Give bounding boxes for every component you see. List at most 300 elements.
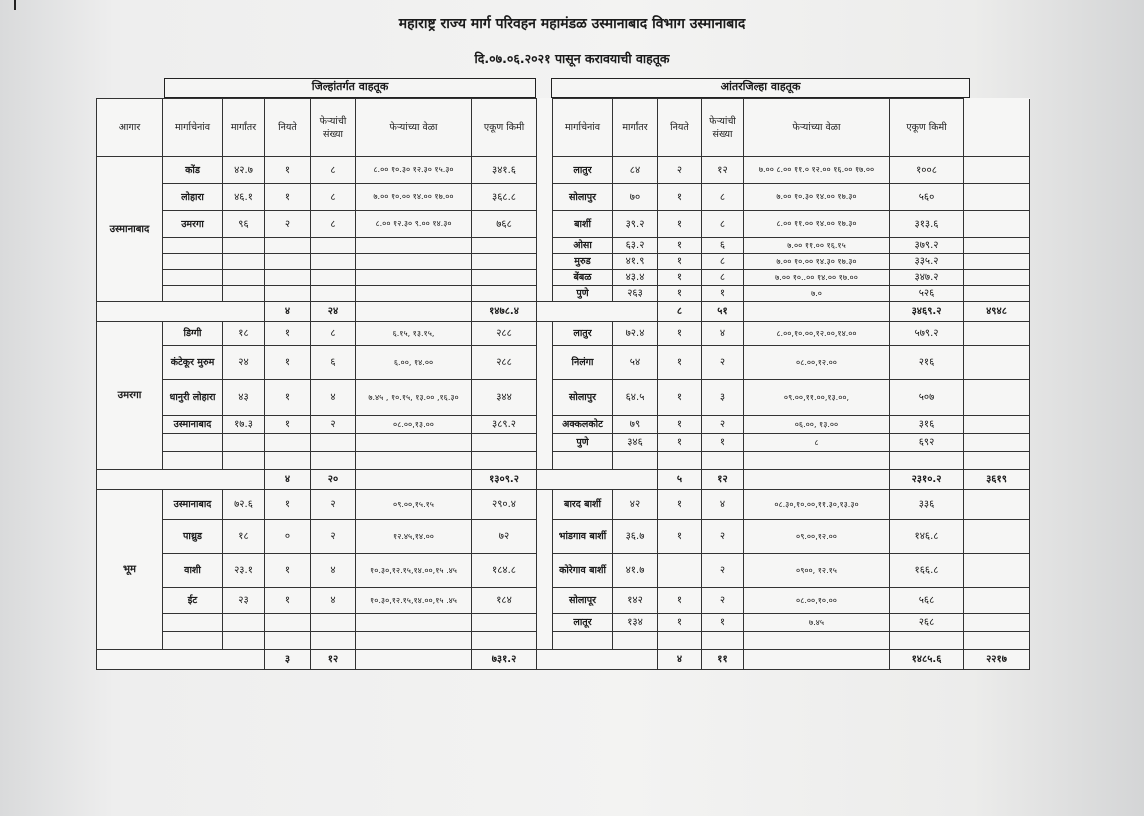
- inter-distance-cell: ४२: [613, 490, 658, 520]
- intra-route-cell: कोंड: [163, 157, 223, 184]
- intra-distance-cell: २४: [223, 346, 265, 380]
- total-blank-cell: [356, 302, 472, 322]
- inter-niyate-cell: [658, 452, 702, 470]
- total-blank-cell: [744, 650, 890, 670]
- intra-trips-cell: [311, 632, 356, 650]
- intra-trips-cell: ४: [311, 380, 356, 416]
- grand-blank-cell: [964, 184, 1030, 211]
- inter-timings-cell: ०९.००,१२.००: [744, 520, 890, 554]
- inter-route-cell: बार्शी: [553, 211, 613, 238]
- inter-distance-cell: ३४६: [613, 434, 658, 452]
- inter-niyate-cell: १: [658, 416, 702, 434]
- inter-niyate-cell: १: [658, 434, 702, 452]
- inter-timings-cell: ७.४५: [744, 614, 890, 632]
- intra-route-cell: ईट: [163, 588, 223, 614]
- intra-total-km-cell: [472, 614, 537, 632]
- inter-trips-cell: २: [702, 520, 744, 554]
- grand-blank-cell: [964, 254, 1030, 270]
- intra-route-cell: [163, 452, 223, 470]
- inter-distance-cell: २६३: [613, 286, 658, 302]
- gap-cell: [537, 211, 553, 238]
- inter-distance-cell: ६३.२: [613, 238, 658, 254]
- intra-niyate-cell: १: [265, 490, 311, 520]
- table-row: [97, 322, 1030, 346]
- intra-distance-cell: ४२.७: [223, 157, 265, 184]
- inter-total-km-cell: [890, 452, 964, 470]
- col-distance: मार्गांतर: [223, 99, 265, 157]
- intra-niyate-cell: १: [265, 416, 311, 434]
- inter-distance-cell: ३६.७: [613, 520, 658, 554]
- inter-trips-cell: ८: [702, 184, 744, 211]
- intra-total-km-cell: ३४४: [472, 380, 537, 416]
- col-grand: [964, 99, 1030, 157]
- grand-blank-cell: [964, 157, 1030, 184]
- col-trips: फेऱ्यांची संख्या: [311, 99, 356, 157]
- inter-total-km-cell: ३७९.२: [890, 238, 964, 254]
- inter-route-cell: सोलापूर: [553, 588, 613, 614]
- intra-route-cell: [163, 614, 223, 632]
- column-header-row: [97, 99, 1030, 157]
- total-blank-cell: [744, 302, 890, 322]
- inter-km-total: १४८५.६: [890, 650, 964, 670]
- inter-timings-cell: ०८.३०,१०.००,११.३०,१३.३०: [744, 490, 890, 520]
- inter-timings-cell: ७.०० ११.०० १६.१५: [744, 238, 890, 254]
- inter-timings-cell: ८.००,१०.००,१२.००,१४.००: [744, 322, 890, 346]
- col-gap: [537, 99, 553, 157]
- inter-route-cell: पुणे: [553, 286, 613, 302]
- inter-trips-cell: ३: [702, 380, 744, 416]
- intra-distance-cell: ४६.१: [223, 184, 265, 211]
- inter-route-cell: ओसा: [553, 238, 613, 254]
- inter-trips-cell: [702, 452, 744, 470]
- inter-trips-cell: ६: [702, 238, 744, 254]
- intra-km-total: १४७८.४: [472, 302, 537, 322]
- intra-trips-cell: [311, 452, 356, 470]
- intra-total-km-cell: [472, 286, 537, 302]
- grand-blank-cell: [964, 614, 1030, 632]
- inter-trips-cell: २: [702, 346, 744, 380]
- gap-cell: [537, 520, 553, 554]
- table-row: [97, 588, 1030, 614]
- table-row: [97, 614, 1030, 632]
- intra-distance-cell: १७.३: [223, 416, 265, 434]
- intra-timings-cell: ७.४५ , १०.१५, १३.०० ,१६.३०: [356, 380, 472, 416]
- inter-total-km-cell: १४६.८: [890, 520, 964, 554]
- col-distance-inter: मार्गांतर: [613, 99, 658, 157]
- inter-niyate-total: ५: [658, 470, 702, 490]
- intra-trips-cell: [311, 434, 356, 452]
- intra-distance-cell: [223, 238, 265, 254]
- gap-cell: [537, 588, 553, 614]
- intra-total-km-cell: [472, 452, 537, 470]
- grand-blank-cell: [964, 632, 1030, 650]
- intra-trips-cell: २: [311, 490, 356, 520]
- inter-distance-cell: ६४.५: [613, 380, 658, 416]
- inter-niyate-cell: [658, 632, 702, 650]
- intra-distance-cell: [223, 270, 265, 286]
- scan-edge-mark: [14, 0, 16, 10]
- grand-blank-cell: [964, 490, 1030, 520]
- intra-niyate-cell: [265, 238, 311, 254]
- intra-niyate-cell: [265, 434, 311, 452]
- inter-total-km-cell: ५२६: [890, 286, 964, 302]
- inter-niyate-cell: [658, 554, 702, 588]
- table-row: [97, 452, 1030, 470]
- intra-route-cell: [163, 434, 223, 452]
- inter-timings-cell: ०९००, १२.१५: [744, 554, 890, 588]
- depot-name: भूम: [97, 490, 163, 650]
- inter-district-header: आंतरजिल्हा वाहतूक: [551, 78, 970, 98]
- intra-route-cell: [163, 270, 223, 286]
- inter-distance-cell: ४१.७: [613, 554, 658, 588]
- inter-niyate-total: ४: [658, 650, 702, 670]
- document-subtitle: दि.०७.०६.२०२१ पासून करावयाची वाहतूक: [474, 51, 670, 66]
- total-blank-cell: [537, 650, 658, 670]
- grand-blank-cell: [964, 286, 1030, 302]
- col-timings: फेऱ्यांच्या वेळा: [356, 99, 472, 157]
- table-row: [97, 238, 1030, 254]
- col-total-km: एकूण किमी: [472, 99, 537, 157]
- grand-blank-cell: [964, 588, 1030, 614]
- inter-trips-cell: १: [702, 434, 744, 452]
- intra-timings-cell: ६.१५, १३.१५,: [356, 322, 472, 346]
- inter-total-km-cell: ३१६: [890, 416, 964, 434]
- intra-total-km-cell: [472, 254, 537, 270]
- intra-distance-cell: [223, 254, 265, 270]
- intra-niyate-cell: [265, 452, 311, 470]
- col-agar: आगार: [97, 99, 163, 157]
- gap-cell: [537, 238, 553, 254]
- intra-niyate-cell: [265, 614, 311, 632]
- inter-niyate-cell: १: [658, 490, 702, 520]
- inter-trips-cell: ८: [702, 254, 744, 270]
- inter-route-cell: भांडगाव बार्शी: [553, 520, 613, 554]
- intra-trips-total: २०: [311, 470, 356, 490]
- intra-niyate-cell: [265, 254, 311, 270]
- table-row: [97, 157, 1030, 184]
- inter-total-km-cell: २१६: [890, 346, 964, 380]
- intra-distance-cell: [223, 614, 265, 632]
- inter-route-cell: लातुर: [553, 157, 613, 184]
- inter-timings-cell: ७.०० ८.०० ११.० १२.०० १६.०० १७.००: [744, 157, 890, 184]
- intra-niyate-cell: [265, 270, 311, 286]
- intra-total-km-cell: १८४: [472, 588, 537, 614]
- inter-distance-cell: ४१.९: [613, 254, 658, 270]
- gap-cell: [537, 380, 553, 416]
- inter-route-cell: अक्कलकोट: [553, 416, 613, 434]
- inter-niyate-cell: १: [658, 322, 702, 346]
- inter-niyate-total: ८: [658, 302, 702, 322]
- inter-timings-cell: ०६.००, १३.००: [744, 416, 890, 434]
- inter-trips-total: ११: [702, 650, 744, 670]
- inter-trips-cell: १: [702, 286, 744, 302]
- total-blank-cell: [97, 650, 265, 670]
- gap-cell: [537, 452, 553, 470]
- table-row: [97, 346, 1030, 380]
- inter-timings-cell: ०९.००,११.००,१३.००,: [744, 380, 890, 416]
- grand-blank-cell: [964, 211, 1030, 238]
- intra-niyate-total: ३: [265, 650, 311, 670]
- intra-km-total: ७३१.२: [472, 650, 537, 670]
- inter-trips-cell: २: [702, 588, 744, 614]
- inter-trips-cell: २: [702, 554, 744, 588]
- inter-timings-cell: ७.०० १०..०० १४.०० १७.००: [744, 270, 890, 286]
- intra-niyate-cell: [265, 632, 311, 650]
- inter-distance-cell: ३९.२: [613, 211, 658, 238]
- col-niyate: नियते: [265, 99, 311, 157]
- intra-trips-cell: [311, 238, 356, 254]
- intra-trips-cell: [311, 614, 356, 632]
- inter-distance-cell: ४३.४: [613, 270, 658, 286]
- intra-route-cell: उस्मानाबाद: [163, 416, 223, 434]
- inter-total-km-cell: ३३६: [890, 490, 964, 520]
- intra-niyate-cell: १: [265, 346, 311, 380]
- gap-cell: [537, 490, 553, 520]
- intra-total-km-cell: १८४.८: [472, 554, 537, 588]
- depot-total-row: [97, 650, 1030, 670]
- intra-trips-cell: [311, 286, 356, 302]
- inter-trips-cell: ८: [702, 270, 744, 286]
- intra-niyate-total: ४: [265, 470, 311, 490]
- intra-route-cell: [163, 286, 223, 302]
- intra-niyate-cell: [265, 286, 311, 302]
- intra-distance-cell: १८: [223, 322, 265, 346]
- col-route: मार्गाचेनांव: [163, 99, 223, 157]
- gap-cell: [537, 632, 553, 650]
- intra-timings-cell: [356, 434, 472, 452]
- inter-niyate-cell: १: [658, 286, 702, 302]
- intra-niyate-cell: १: [265, 554, 311, 588]
- intra-trips-cell: ८: [311, 184, 356, 211]
- grand-blank-cell: [964, 380, 1030, 416]
- gap-cell: [537, 554, 553, 588]
- intra-timings-cell: [356, 254, 472, 270]
- gap-cell: [537, 322, 553, 346]
- intra-distance-cell: [223, 286, 265, 302]
- inter-timings-cell: ७.०: [744, 286, 890, 302]
- intra-distance-cell: [223, 452, 265, 470]
- intra-trips-cell: [311, 254, 356, 270]
- grand-total: २२१७: [964, 650, 1030, 670]
- intra-route-cell: लोहारा: [163, 184, 223, 211]
- inter-route-cell: सोलापुर: [553, 380, 613, 416]
- intra-total-km-cell: ३४१.६: [472, 157, 537, 184]
- document-title: महाराष्ट्र राज्य मार्ग परिवहन महामंडळ उस्मानाबाद विभाग उस्मानाबाद: [398, 16, 746, 32]
- intra-niyate-cell: १: [265, 322, 311, 346]
- inter-niyate-cell: १: [658, 184, 702, 211]
- inter-trips-cell: १२: [702, 157, 744, 184]
- gap-cell: [537, 434, 553, 452]
- intra-route-cell: उमरगा: [163, 211, 223, 238]
- col-route-inter: मार्गाचेनांव: [553, 99, 613, 157]
- intra-trips-cell: ६: [311, 346, 356, 380]
- inter-distance-cell: ५४: [613, 346, 658, 380]
- inter-niyate-cell: २: [658, 157, 702, 184]
- inter-distance-cell: १३४: [613, 614, 658, 632]
- total-blank-cell: [537, 470, 658, 490]
- intra-timings-cell: १०.३०,१२.१५,१४.००,१५ .४५: [356, 554, 472, 588]
- inter-trips-cell: [702, 632, 744, 650]
- inter-trips-cell: ८: [702, 211, 744, 238]
- inter-total-km-cell: ५०७: [890, 380, 964, 416]
- intra-total-km-cell: ३६८.८: [472, 184, 537, 211]
- grand-blank-cell: [964, 346, 1030, 380]
- table-row: [97, 184, 1030, 211]
- inter-total-km-cell: ३३५.२: [890, 254, 964, 270]
- inter-route-cell: लातुर: [553, 322, 613, 346]
- inter-timings-cell: [744, 632, 890, 650]
- intra-timings-cell: [356, 286, 472, 302]
- inter-timings-cell: ०८.००,१०.००: [744, 588, 890, 614]
- intra-niyate-cell: २: [265, 211, 311, 238]
- inter-route-cell: पुणे: [553, 434, 613, 452]
- table-row: [97, 554, 1030, 588]
- inter-niyate-cell: १: [658, 588, 702, 614]
- table-row: [97, 380, 1030, 416]
- inter-trips-cell: ४: [702, 322, 744, 346]
- gap-cell: [537, 416, 553, 434]
- inter-total-km-cell: ५७९.२: [890, 322, 964, 346]
- gap-cell: [537, 254, 553, 270]
- gap-cell: [537, 614, 553, 632]
- inter-trips-cell: ४: [702, 490, 744, 520]
- inter-total-km-cell: [890, 632, 964, 650]
- intra-trips-cell: ८: [311, 157, 356, 184]
- inter-distance-cell: [613, 452, 658, 470]
- inter-timings-cell: ०८.००,१२.००: [744, 346, 890, 380]
- intra-timings-cell: ०९.००,१५.१५: [356, 490, 472, 520]
- intra-timings-cell: [356, 238, 472, 254]
- inter-timings-cell: ८.०० ११.०० १४.०० १७.३०: [744, 211, 890, 238]
- intra-trips-total: २४: [311, 302, 356, 322]
- intra-timings-cell: [356, 270, 472, 286]
- grand-blank-cell: [964, 270, 1030, 286]
- inter-niyate-cell: १: [658, 211, 702, 238]
- intra-niyate-cell: १: [265, 380, 311, 416]
- intra-total-km-cell: ७२: [472, 520, 537, 554]
- gap-cell: [537, 270, 553, 286]
- grand-blank-cell: [964, 520, 1030, 554]
- schedule-body: [97, 157, 1030, 670]
- intra-distance-cell: [223, 434, 265, 452]
- total-blank-cell: [97, 302, 265, 322]
- intra-trips-total: १२: [311, 650, 356, 670]
- intra-route-cell: उस्मानाबाद: [163, 490, 223, 520]
- inter-timings-cell: ७.०० १०.३० १४.०० १७.३०: [744, 184, 890, 211]
- table-row: [97, 211, 1030, 238]
- table-row: [97, 254, 1030, 270]
- inter-distance-cell: १४२: [613, 588, 658, 614]
- table-row: [97, 416, 1030, 434]
- total-blank-cell: [356, 470, 472, 490]
- intra-timings-cell: १०.३०,१२.१५,१४.००,१५ .४५: [356, 588, 472, 614]
- inter-km-total: ३४६९.२: [890, 302, 964, 322]
- schedule-table: [96, 98, 1030, 670]
- inter-route-cell: सोलापुर: [553, 184, 613, 211]
- table-row: [97, 270, 1030, 286]
- intra-distance-cell: २३: [223, 588, 265, 614]
- intra-total-km-cell: २९०.४: [472, 490, 537, 520]
- inter-niyate-cell: १: [658, 614, 702, 632]
- intra-total-km-cell: [472, 434, 537, 452]
- intra-niyate-cell: १: [265, 588, 311, 614]
- grand-blank-cell: [964, 554, 1030, 588]
- intra-route-cell: [163, 238, 223, 254]
- gap-cell: [537, 286, 553, 302]
- intra-niyate-cell: ०: [265, 520, 311, 554]
- inter-niyate-cell: १: [658, 520, 702, 554]
- inter-distance-cell: ७२.४: [613, 322, 658, 346]
- total-blank-cell: [356, 650, 472, 670]
- intra-niyate-total: ४: [265, 302, 311, 322]
- inter-total-km-cell: ५६८: [890, 588, 964, 614]
- inter-distance-cell: ७०: [613, 184, 658, 211]
- intra-timings-cell: १२.४५,१४.००: [356, 520, 472, 554]
- intra-distance-cell: ७२.६: [223, 490, 265, 520]
- intra-total-km-cell: [472, 238, 537, 254]
- intra-niyate-cell: १: [265, 184, 311, 211]
- grand-blank-cell: [964, 452, 1030, 470]
- intra-timings-cell: ०८.००,१३.००: [356, 416, 472, 434]
- intra-distance-cell: २३.१: [223, 554, 265, 588]
- intra-timings-cell: [356, 614, 472, 632]
- inter-total-km-cell: १६६.८: [890, 554, 964, 588]
- inter-total-km-cell: ६९२: [890, 434, 964, 452]
- depot-total-row: [97, 302, 1030, 322]
- intra-total-km-cell: २८८: [472, 322, 537, 346]
- intra-niyate-cell: १: [265, 157, 311, 184]
- grand-blank-cell: [964, 322, 1030, 346]
- col-total-km-inter: एकूण किमी: [890, 99, 964, 157]
- inter-route-cell: लातूर: [553, 614, 613, 632]
- intra-route-cell: [163, 632, 223, 650]
- intra-km-total: १३०९.२: [472, 470, 537, 490]
- intra-total-km-cell: [472, 632, 537, 650]
- depot-total-row: [97, 470, 1030, 490]
- col-timings-inter: फेऱ्यांच्या वेळा: [744, 99, 890, 157]
- inter-distance-cell: ७९: [613, 416, 658, 434]
- intra-timings-cell: [356, 632, 472, 650]
- intra-distance-cell: १८: [223, 520, 265, 554]
- total-blank-cell: [97, 470, 265, 490]
- table-row: [97, 434, 1030, 452]
- inter-route-cell: बेंबळ: [553, 270, 613, 286]
- total-blank-cell: [744, 470, 890, 490]
- inter-niyate-cell: १: [658, 238, 702, 254]
- inter-niyate-cell: १: [658, 270, 702, 286]
- intra-trips-cell: ८: [311, 211, 356, 238]
- intra-distance-cell: ४३: [223, 380, 265, 416]
- inter-trips-total: ५१: [702, 302, 744, 322]
- intra-timings-cell: ८.०० १२.३० ९.०० १४.३०: [356, 211, 472, 238]
- intra-total-km-cell: ७६८: [472, 211, 537, 238]
- intra-route-cell: वाशी: [163, 554, 223, 588]
- inter-trips-cell: २: [702, 416, 744, 434]
- intra-timings-cell: ६.००, १४.००: [356, 346, 472, 380]
- intra-trips-cell: ८: [311, 322, 356, 346]
- inter-route-cell: कोरेगाव बार्शी: [553, 554, 613, 588]
- inter-total-km-cell: ३४७.२: [890, 270, 964, 286]
- intra-total-km-cell: २८८: [472, 346, 537, 380]
- inter-timings-cell: ७.०० १०.०० १४.३० १७.३०: [744, 254, 890, 270]
- depot-name: उस्मानाबाद: [97, 157, 163, 302]
- inter-niyate-cell: १: [658, 380, 702, 416]
- gap-cell: [537, 157, 553, 184]
- intra-route-cell: धानुरी लोहारा: [163, 380, 223, 416]
- inter-niyate-cell: १: [658, 346, 702, 380]
- intra-trips-cell: २: [311, 416, 356, 434]
- grand-total: ३६१९: [964, 470, 1030, 490]
